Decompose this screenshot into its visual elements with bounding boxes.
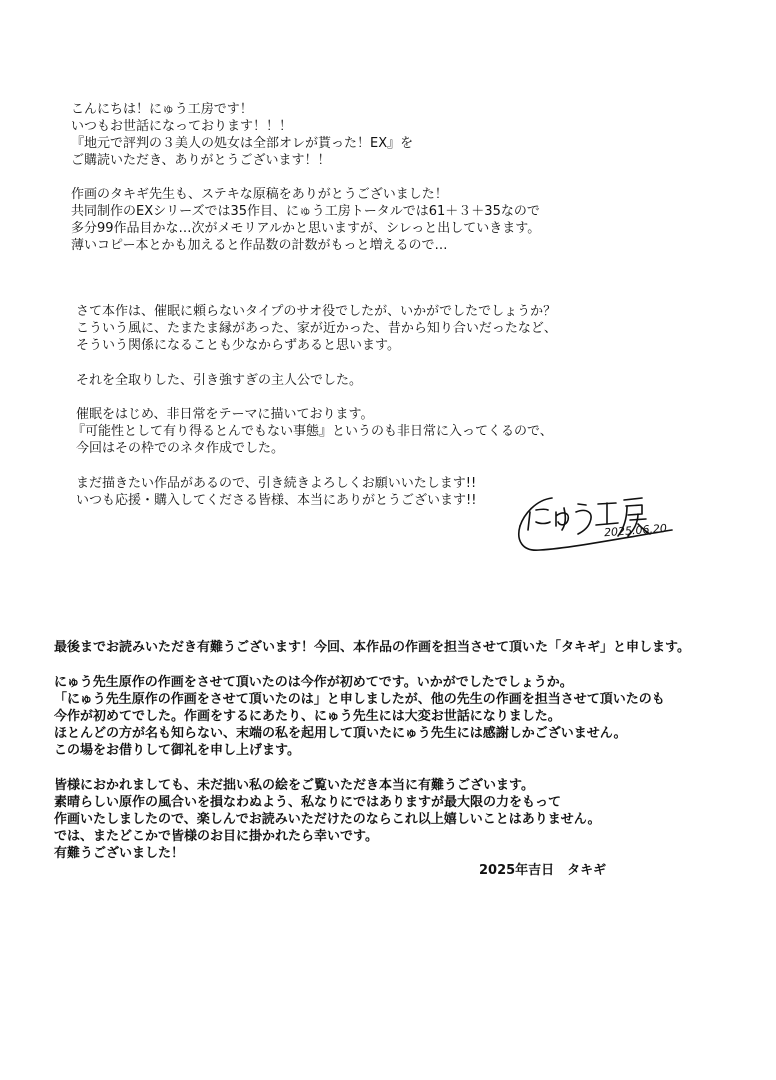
text-line: 最後までお読みいただき有難うございます！今回、本作品の作画を担当させて頂いた「タキギ」と申します。: [54, 640, 690, 655]
text-line: こういう風に、たまたま縁があった、家が近かった、昔から知り合いだったなど、: [76, 321, 557, 336]
text-line: 作画のタキギ先生も、ステキな原稿をありがとうございました！: [71, 187, 448, 202]
text-line: では、またどこかで皆様のお目に掛かれたら幸いです。: [54, 829, 378, 844]
text-line: こんにちは！にゅう工房です！: [71, 102, 253, 117]
text-line: 『地元で評判の３美人の処女は全部オレが貰った！EX』を: [71, 136, 414, 151]
signature-date: 2025.06.20: [603, 521, 668, 540]
text-line: 今作が初めてでした。作画をするにあたり、にゅう先生には大変お世話になりました。: [54, 709, 561, 724]
text-line: 多分99作品目かな…次がメモリアルかと思いますが、シレっと出していきます。: [71, 221, 541, 236]
text-line: 薄いコピー本とかも加えると作品数の計数がもっと増えるので…: [71, 238, 448, 253]
text-line: 今回はその枠でのネタ作成でした。: [76, 441, 285, 456]
text-line: ほとんどの方が名も知らない、末端の私を起用して頂いたにゅう先生には感謝しかございません。: [54, 726, 627, 741]
text-line: いつもお世話になっております！！！: [71, 119, 293, 134]
closing-signature: 2025年吉日 タキギ: [479, 863, 607, 878]
text-line: 催眠をはじめ、非日常をテーマに描いております。: [76, 407, 374, 422]
text-line: この場をお借りして御礼を申し上げます。: [54, 743, 300, 758]
text-line: それを全取りした、引き強すぎの主人公でした。: [76, 373, 363, 388]
text-line: いつも応援・購入してくださる皆様、本当にありがとうございます!!: [76, 493, 477, 508]
text-line: 皆様におかれましても、未だ拙い私の絵をご覧いただき本当に有難うございます。: [54, 778, 534, 793]
text-line: 素晴らしい原作の風合いを損なわぬよう、私なりにではありますが最大限の力をもって: [54, 795, 562, 810]
handwritten-signature: [512, 478, 702, 568]
text-line: 作画いたしましたので、楽しんでお読みいただけたのならこれ以上嬉しいことはありません。: [54, 812, 601, 827]
text-line: 『可能性として有り得るとんでもない事態』というのも非日常に入ってくるので、: [72, 424, 553, 439]
text-line: 共同制作のEXシリーズでは35作目、にゅう工房トータルでは61＋３＋35なので: [71, 204, 540, 219]
text-line: 有難うございました！: [54, 846, 185, 861]
text-line: さて本作は、催眠に頼らないタイプのサオ役でしたが、いかがでしたでしょうか？: [76, 304, 557, 319]
text-line: まだ描きたい作品があるので、引き続きよろしくお願いいたします!!: [76, 476, 477, 491]
text-line: ご購読いただき、ありがとうございます！！: [71, 153, 331, 168]
text-line: 「にゅう先生原作の作画をさせて頂いたのは」と申しましたが、他の先生の作画を担当させて頂いたのも: [54, 692, 665, 707]
text-line: そういう関係になることも少なからずあると思います。: [76, 338, 400, 353]
text-line: にゅう先生原作の作画をさせて頂いたのは今作が初めてです。いかがでしたでしょうか。: [54, 675, 573, 690]
